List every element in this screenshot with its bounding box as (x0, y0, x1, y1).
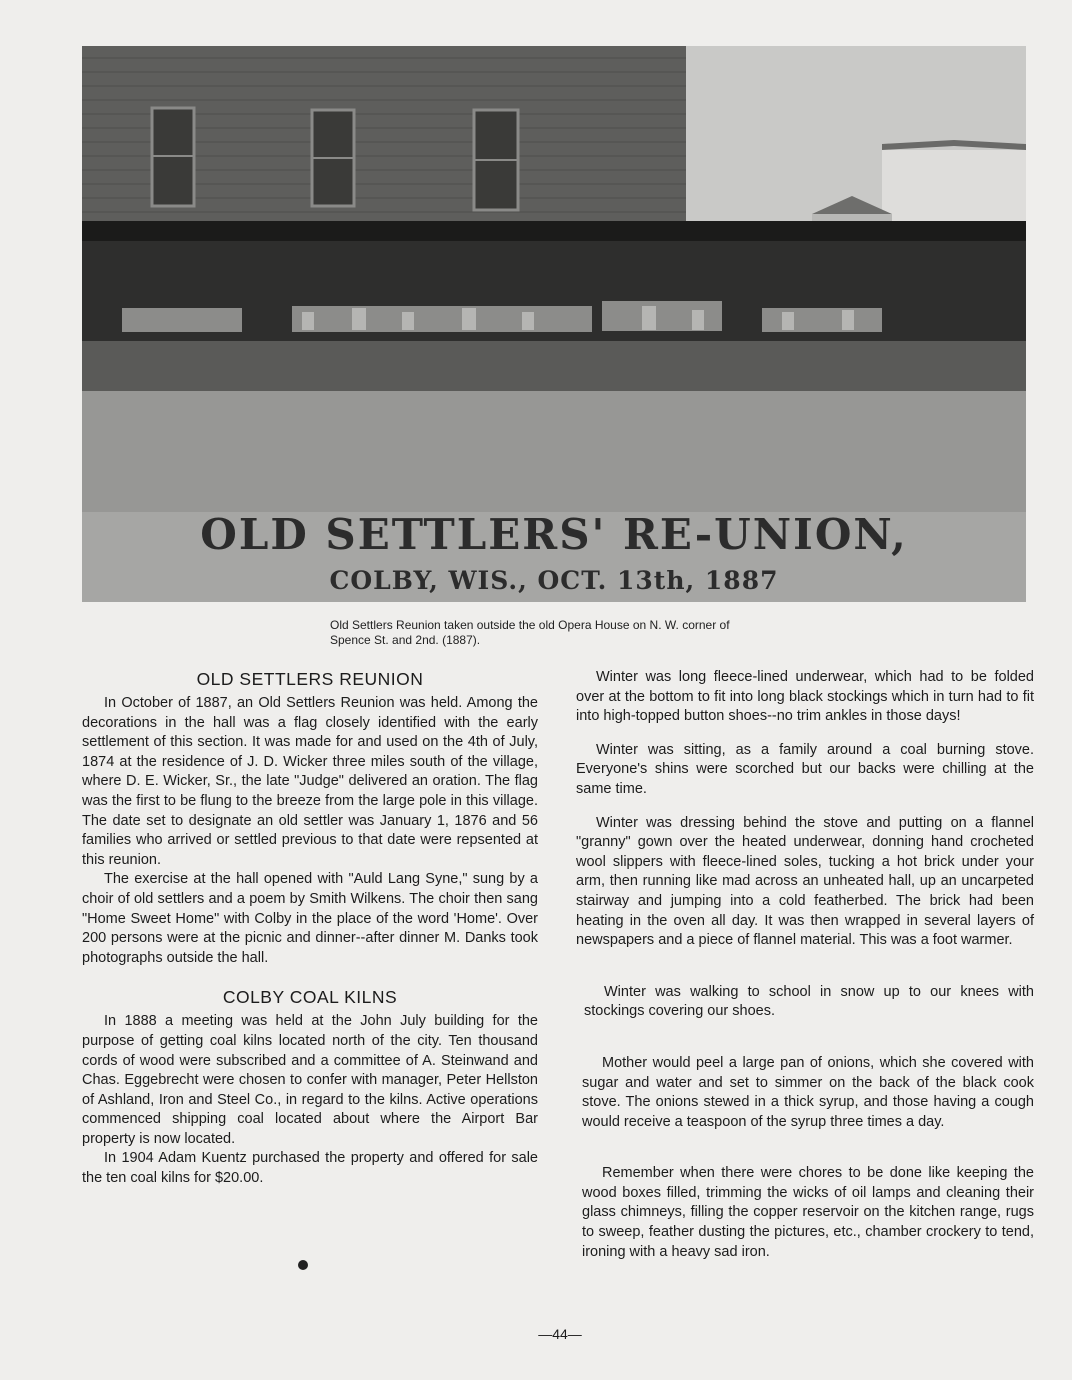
section-heading-old-settlers: OLD SETTLERS REUNION (196, 669, 424, 689)
paragraph: Winter was sitting, as a family around a coal burning stove. Everyone's shins were scorched but our backs were chilling at the same time. (576, 741, 1034, 797)
paragraph: Winter was walking to school in snow up to our knees with stockings covering our shoes. (584, 983, 1034, 1020)
page-number: —44— (538, 1326, 582, 1342)
paragraph: The exercise at the hall opened with "Auld Lang Syne," sung by a choir of old settlers and a poem by Smith Wilkens. The choir then sang "Home Sweet Home" with Colby in the place of the word 'Home'. Over 200 persons were at the picnic and dinner--after dinner M. Danks took photographs outside the hall. (82, 871, 538, 966)
paragraph: Remember when there were chores to be done like keeping the wood boxes filled, trimming the wicks of oil lamps and cleaning their glass chimneys, filling the copper reservoir on the kitchen range, rugs to sweep, feather dusting the pictures, etc., chamber crockery to tend, ironing with a heavy sad iron. (582, 1165, 1034, 1260)
right-column (576, 668, 1034, 1262)
paragraph: In 1888 a meeting was held at the John July building for the purpose of getting coal kilns located north of the city. Ten thousand cords of wood were subscribed and a committee of A. Steinwand and Chas. Eggebrecht were chosen to confer with manager, Peter Hellston of Ashland, Iron and Steel Co., in regard to the kilns. Active operations commenced shipping coal located about where the Airport Bar property is now located. (82, 1013, 538, 1147)
left-column (82, 668, 538, 1189)
paragraph: Winter was long fleece-lined underwear, which had to be folded over at the bottom to fit into long black stockings which in turn had to fit into high-topped button shoes--no trim ankles in those days! (576, 669, 1034, 725)
reunion-photograph (82, 46, 1026, 602)
bullet-ornament (298, 1260, 308, 1270)
section-heading-coal-kilns: COLBY COAL KILNS (222, 987, 398, 1008)
banner-title: OLD SETTLERS' RE-UNION, (200, 510, 908, 559)
paragraph: In October of 1887, an Old Settlers Reunion was held. Among the decorations in the hall was a flag closely identified with the early settlement of this section. It was made for and used on the 4th of July, 1874 at the residence of J. D. Wicker three miles south of the village, where D. E. Wicker, Sr., the late "Judge" delivered an oration. The flag was the first to be flung to the breeze from the large pole in this village. The date set to designate an old settler was January 1, 1876 and 56 families who arrived or settled previous to that date were repsented at this reunion. (82, 695, 538, 868)
paragraph: Mother would peel a large pan of onions, which she covered with sugar and water and set to simmer on the back of the black cook stove. The onions stewed in a thick syrup, and those having a cough would receive a teaspoon of the syrup three times a day. (582, 1054, 1034, 1130)
photo-caption: Old Settlers Reunion taken outside the old Opera House on N. W. corner of Spence St. and 2nd. (1887). (330, 618, 730, 647)
paragraph: In 1904 Adam Kuentz purchased the property and offered for sale the ten coal kilns for $20.00. (82, 1150, 538, 1187)
banner-subtitle: COLBY, WIS., OCT. 13th, 1887 (329, 566, 779, 595)
paragraph: Winter was dressing behind the stove and putting on a flannel "granny" gown over the heated underwear, donning hand crocheted wool slippers with fleece-lined soles, tucking a hot brick under your arm, then running like mad across an unheated hall, up an uncarpeted stairway and jumping into a cold featherbed. The brick had been heating in the oven all day. It was then wrapped in several layers of newspapers and a piece of flannel material. This was a foot warmer. (576, 814, 1034, 949)
